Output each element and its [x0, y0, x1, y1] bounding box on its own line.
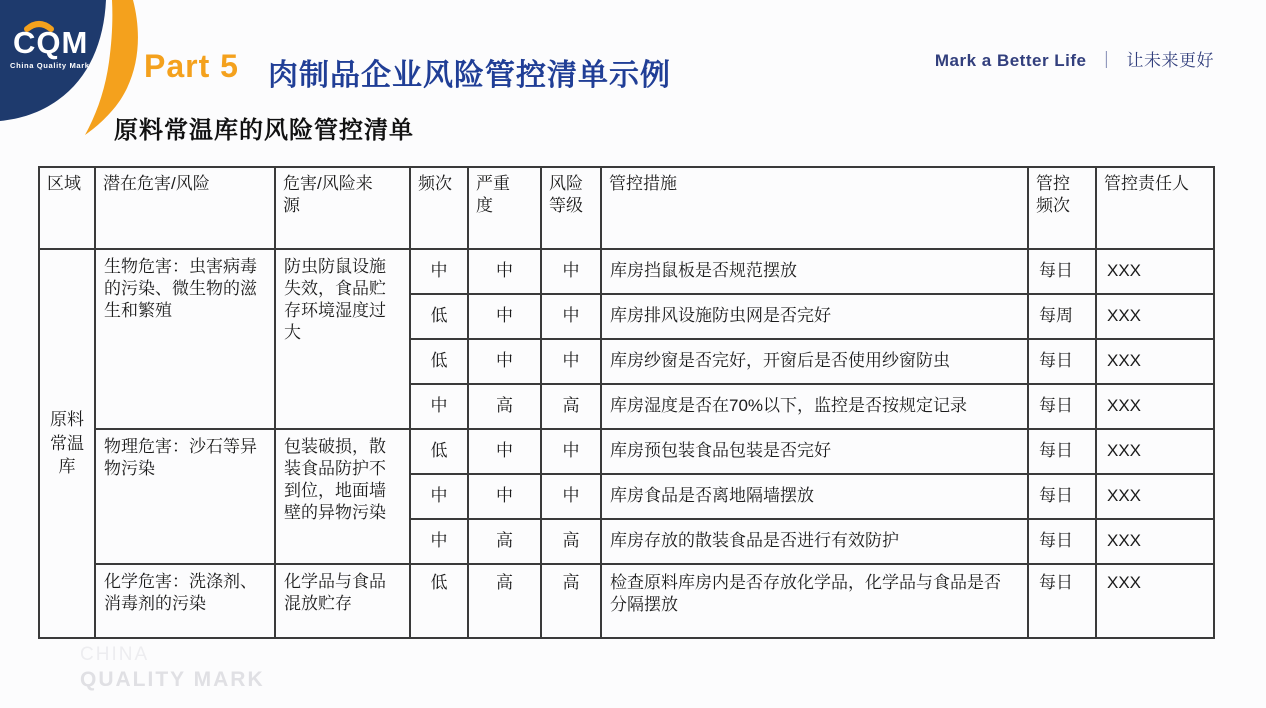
column-header: 管控责任人 — [1096, 167, 1214, 249]
column-header: 危害/风险来源 — [275, 167, 410, 249]
table-body — [39, 249, 1214, 638]
column-header: 管控频次 — [1028, 167, 1096, 249]
measure-cell: 检查原料库房内是否存放化学品，化学品与食品是否分隔摆放 — [601, 564, 1028, 638]
control-frequency-cell: 每日 — [1028, 339, 1096, 384]
frequency-cell: 中 — [410, 519, 468, 564]
measure-cell: 库房食品是否离地隔墙摆放 — [601, 474, 1028, 519]
watermark-line1: CHINA — [80, 644, 150, 665]
column-header: 管控措施 — [601, 167, 1028, 249]
severity-cell: 中 — [468, 249, 541, 294]
column-header: 区域 — [39, 167, 95, 249]
source-cell: 化学品与食品混放贮存 — [275, 564, 410, 638]
frequency-cell: 低 — [410, 339, 468, 384]
measure-cell: 库房预包装食品包装是否完好 — [601, 429, 1028, 474]
tagline-divider: ｜ — [1097, 51, 1116, 70]
control-frequency-cell: 每日 — [1028, 384, 1096, 429]
severity-cell: 高 — [468, 384, 541, 429]
owner-cell: XXX — [1096, 519, 1214, 564]
table-header-row — [39, 167, 1214, 249]
brand-tagline — [935, 46, 1214, 71]
table-row — [39, 564, 1214, 638]
control-frequency-cell: 每日 — [1028, 564, 1096, 638]
frequency-cell: 中 — [410, 384, 468, 429]
control-frequency-cell: 每日 — [1028, 249, 1096, 294]
control-frequency-cell: 每日 — [1028, 519, 1096, 564]
control-frequency-cell: 每周 — [1028, 294, 1096, 339]
measure-cell: 库房挡鼠板是否规范摆放 — [601, 249, 1028, 294]
hazard-cell: 生物危害：虫害病毒的污染、微生物的滋生和繁殖 — [95, 249, 275, 429]
risk-level-cell: 中 — [541, 474, 601, 519]
frequency-cell: 低 — [410, 294, 468, 339]
frequency-cell: 中 — [410, 249, 468, 294]
severity-cell: 中 — [468, 429, 541, 474]
measure-cell: 库房存放的散装食品是否进行有效防护 — [601, 519, 1028, 564]
watermark — [80, 644, 265, 692]
column-header: 频次 — [410, 167, 468, 249]
severity-cell: 中 — [468, 474, 541, 519]
column-header: 严重度 — [468, 167, 541, 249]
severity-cell: 高 — [468, 564, 541, 638]
area-cell: 原料常温库 — [39, 249, 95, 638]
risk-level-cell: 中 — [541, 294, 601, 339]
owner-cell: XXX — [1096, 384, 1214, 429]
frequency-cell: 低 — [410, 429, 468, 474]
tagline-chinese: 让未来更好 — [1126, 51, 1214, 70]
part-label: Part 5 — [144, 48, 239, 84]
watermark-line2: QUALITY MARK — [80, 668, 265, 691]
severity-cell: 中 — [468, 294, 541, 339]
hazard-cell: 化学危害：洗涤剂、消毒剂的污染 — [95, 564, 275, 638]
owner-cell: XXX — [1096, 249, 1214, 294]
control-frequency-cell: 每日 — [1028, 474, 1096, 519]
table-title: 原料常温库的风险管控清单 — [114, 117, 414, 144]
logo-subtitle: China Quality Mark — [10, 61, 90, 70]
owner-cell: XXX — [1096, 339, 1214, 384]
measure-cell: 库房湿度是否在70%以下，监控是否按规定记录 — [601, 384, 1028, 429]
owner-cell: XXX — [1096, 564, 1214, 638]
control-frequency-cell: 每日 — [1028, 429, 1096, 474]
page-title: 肉制品企业风险管控清单示例 — [268, 59, 671, 92]
hazard-cell: 物理危害：沙石等异物污染 — [95, 429, 275, 564]
risk-level-cell: 高 — [541, 564, 601, 638]
table-row — [39, 249, 1214, 294]
severity-cell: 中 — [468, 339, 541, 384]
measure-cell: 库房纱窗是否完好，开窗后是否使用纱窗防虫 — [601, 339, 1028, 384]
source-cell: 防虫防鼠设施失效，食品贮存环境湿度过大 — [275, 249, 410, 429]
risk-level-cell: 中 — [541, 339, 601, 384]
source-cell: 包装破损，散装食品防护不到位，地面墙壁的异物污染 — [275, 429, 410, 564]
logo-acronym: CQM — [13, 25, 89, 60]
tagline-english: Mark a Better Life — [934, 51, 1087, 70]
owner-cell: XXX — [1096, 429, 1214, 474]
frequency-cell: 中 — [410, 474, 468, 519]
column-header: 潜在危害/风险 — [95, 167, 275, 249]
owner-cell: XXX — [1096, 474, 1214, 519]
measure-cell: 库房排风设施防虫网是否完好 — [601, 294, 1028, 339]
owner-cell: XXX — [1096, 294, 1214, 339]
frequency-cell: 低 — [410, 564, 468, 638]
table-row — [39, 429, 1214, 474]
risk-level-cell: 中 — [541, 249, 601, 294]
severity-cell: 高 — [468, 519, 541, 564]
risk-level-cell: 高 — [541, 519, 601, 564]
column-header: 风险等级 — [541, 167, 601, 249]
risk-level-cell: 高 — [541, 384, 601, 429]
risk-level-cell: 中 — [541, 429, 601, 474]
risk-table — [38, 166, 1215, 639]
